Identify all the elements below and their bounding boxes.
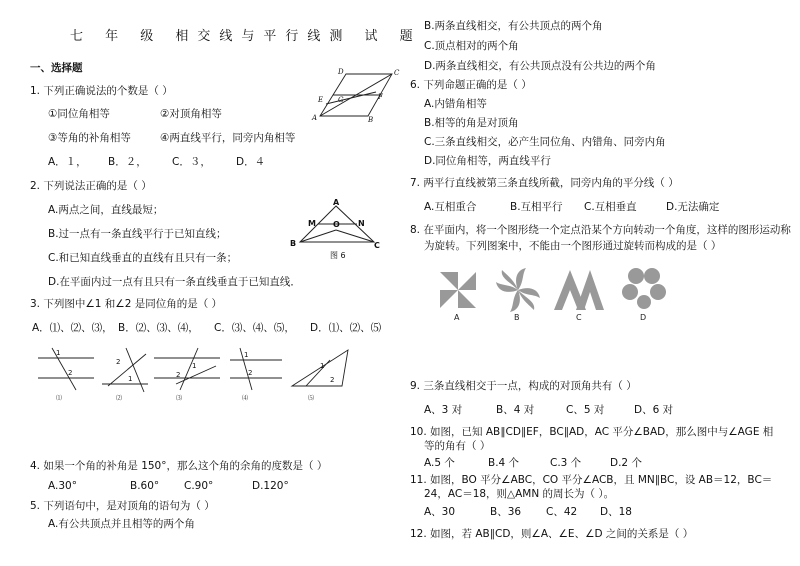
q4-option-b: B.60°	[130, 480, 160, 492]
fig10-label-f: F	[378, 93, 383, 101]
q9-option-c: C、5 对	[566, 404, 605, 416]
fig10-label-b: B	[368, 116, 374, 124]
q7-option-d: D.无法确定	[666, 201, 720, 213]
fig-label-4: ⑷	[242, 395, 249, 402]
q3-figures	[30, 344, 390, 404]
pattern-label-b: B	[514, 313, 520, 322]
q8-line-1: 8. 在平面内，将一个图形绕一个定点沿某个方向转动一个角度，这样的图形运动称	[410, 224, 791, 236]
q5-option-b: B.两条直线相交，有公共顶点的两个角	[424, 20, 603, 32]
q7-option-c: C.互相垂直	[584, 201, 637, 213]
fig6-label-n: N	[358, 219, 365, 228]
pattern-b-swirl-icon	[496, 268, 540, 312]
section-heading: 一、选择题	[30, 62, 83, 74]
pattern-c-letters-icon	[554, 270, 604, 310]
q1-statement-4: ④两直线平行，同旁内角相等	[160, 132, 296, 144]
pattern-label-a: A	[454, 313, 460, 322]
q3-option-a: A．⑴、⑵、⑶，	[32, 322, 113, 334]
fig10-label-a: A	[312, 114, 318, 122]
q1-option-b: B．２，	[108, 156, 147, 168]
fig5-angle-1: 1	[320, 362, 325, 370]
fig2-angle-2: 2	[116, 358, 121, 366]
q11-line-1: 11. 如图，BO 平分∠ABC，CO 平分∠ACB，且 MN∥BC，设 AB＝12，BC＝	[410, 474, 773, 486]
q11-option-a: A、30	[424, 506, 456, 518]
fig4-angle-2: 2	[248, 369, 253, 377]
q8-patterns	[436, 264, 676, 322]
q11-option-b: B、36	[490, 506, 522, 518]
q8-line-2: 为旋转。下列图案中，不能由一个图形通过旋转而构成的是（ ）	[424, 240, 722, 252]
q1-option-a: A．１，	[48, 156, 87, 168]
fig3-angle-1: 1	[192, 362, 197, 370]
q5-option-d: D.两条直线相交，有公共顶点没有公共边的两个角	[424, 60, 656, 72]
q6-stem: 6. 下列命题正确的是（ ）	[410, 79, 532, 91]
fig6-label-o: O	[333, 220, 340, 229]
q5-option-c: C.顶点相对的两个角	[424, 40, 519, 52]
q3-stem: 3. 下列图中∠1 和∠2 是同位角的是（ ）	[30, 298, 223, 310]
pattern-a-pinwheel-icon	[440, 272, 476, 308]
fig4-angle-1: 1	[244, 351, 249, 359]
q11-line-2: 24，AC＝18，则△AMN 的周长为（ ）。	[424, 488, 615, 500]
q9-option-a: A、3 对	[424, 404, 463, 416]
q9-option-d: D、6 对	[634, 404, 674, 416]
pattern-label-c: C	[576, 313, 582, 322]
fig10-label-e: E	[318, 96, 324, 104]
q5-stem: 5. 下列语句中，是对顶角的语句为（ ）	[30, 500, 215, 512]
pattern-label-d: D	[640, 313, 647, 322]
fig10-label-g: G	[338, 96, 344, 104]
q1-option-c: C．３，	[172, 156, 211, 168]
pattern-d-hearts-icon	[622, 268, 666, 309]
q11-option-d: D、18	[600, 506, 632, 518]
q7-stem: 7. 两平行直线被第三条直线所截，同旁内角的平分线（ ）	[410, 177, 679, 189]
q9-stem: 9. 三条直线相交于一点，构成的对顶角共有（ ）	[410, 380, 637, 392]
q4-option-d: D.120°	[252, 480, 289, 492]
q10-line-2: 等的角有（ ）	[424, 440, 491, 452]
q4-option-c: C.90°	[184, 480, 214, 492]
fig6-label-m: M	[308, 219, 316, 228]
q6-option-a: A.内错角相等	[424, 98, 487, 110]
fig6-label-c: C	[374, 241, 380, 250]
fig6-label-b: B	[290, 239, 297, 248]
q6-option-b: B.相等的角是对顶角	[424, 117, 519, 129]
figure-6-triangle	[290, 196, 382, 260]
fig-label-1: ⑴	[56, 395, 63, 402]
fig3-angle-2: 2	[176, 371, 181, 379]
q3-option-c: C．⑶、⑷、⑸，	[214, 322, 295, 334]
q11-option-c: C、42	[546, 506, 578, 518]
q3-option-d: D．⑴、⑵、⑸	[310, 322, 382, 334]
fig10-label-c: C	[394, 69, 400, 77]
q2-option-a: A.两点之间，直线最短；	[48, 204, 164, 216]
q9-option-b: B、4 对	[496, 404, 535, 416]
fig1-angle-1: 1	[56, 349, 61, 357]
q7-option-a: A.互相重合	[424, 201, 477, 213]
q1-statement-2: ②对顶角相等	[160, 108, 222, 120]
q10-option-c: C.3 个	[550, 457, 582, 469]
fig-label-3: ⑶	[176, 395, 183, 402]
q12-stem: 12. 如图，若 AB∥CD，则∠A、∠E、∠D 之间的关系是（ ）	[410, 528, 694, 540]
fig2-angle-1: 1	[128, 375, 133, 383]
q6-option-c: C.三条直线相交，必产生同位角、内错角、同旁内角	[424, 136, 666, 148]
q5-option-a: A.有公共顶点并且相等的两个角	[48, 518, 195, 530]
q1-option-d: D．４	[236, 156, 266, 168]
q2-stem: 2. 下列说法正确的是（ ）	[30, 180, 152, 192]
fig-label-2: ⑵	[116, 395, 123, 402]
q4-stem: 4. 如果一个角的补角是 150°，那么这个角的余角的度数是（ ）	[30, 460, 328, 472]
q1-statement-1: ①同位角相等	[48, 108, 110, 120]
q2-option-d: D.在平面内过一点有且只有一条直线垂直于已知直线．	[48, 276, 301, 288]
page-title: 七 年 级 相交线与平行线测 试 题	[70, 29, 422, 44]
fig1-angle-2: 2	[68, 369, 73, 377]
q3-option-b: B．⑵、⑶、⑷，	[118, 322, 199, 334]
figure-parallelogram	[312, 66, 398, 122]
fig10-label-d: D	[338, 68, 344, 76]
fig6-label-a: A	[333, 198, 340, 207]
q10-option-a: A.5 个	[424, 457, 455, 469]
q4-option-a: A.30°	[48, 480, 77, 492]
q2-option-b: B.过一点有一条直线平行于已知直线；	[48, 228, 227, 240]
q2-option-c: C.和已知直线垂直的直线有且只有一条；	[48, 252, 238, 264]
q7-option-b: B.互相平行	[510, 201, 563, 213]
fig5-angle-2: 2	[330, 376, 335, 384]
q1-stem: 1. 下列正确说法的个数是（ ）	[30, 85, 173, 97]
q6-option-d: D.同位角相等，两直线平行	[424, 155, 551, 167]
fig6-caption: 图 6	[330, 251, 346, 260]
q10-line-1: 10. 如图，已知 AB∥CD∥EF，BC∥AD，AC 平分∠BAD，那么图中与∠AGE 相	[410, 426, 774, 438]
q10-option-d: D.2 个	[610, 457, 642, 469]
q1-statement-3: ③等角的补角相等	[48, 132, 131, 144]
fig-label-5: ⑸	[308, 395, 315, 402]
q10-option-b: B.4 个	[488, 457, 520, 469]
